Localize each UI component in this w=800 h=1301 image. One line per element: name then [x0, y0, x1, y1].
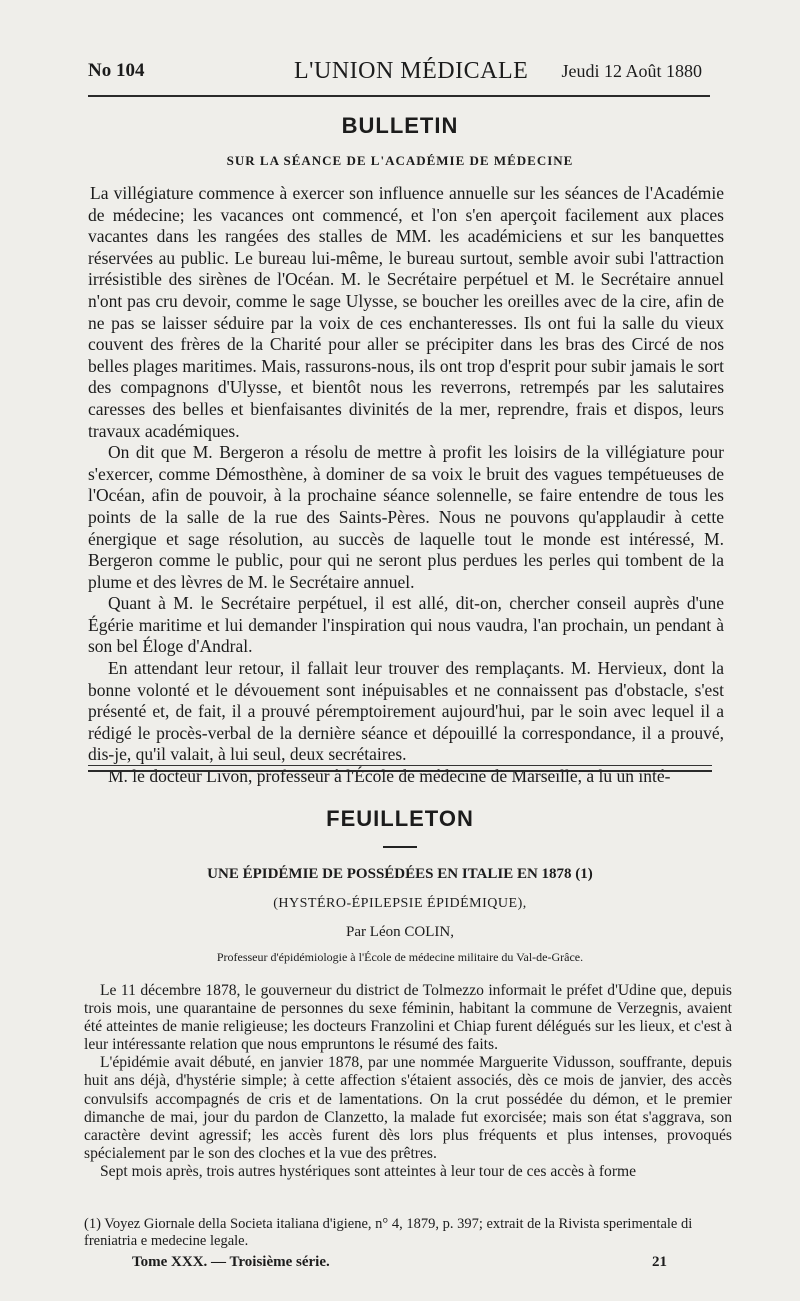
section-rule-bottom [88, 770, 712, 772]
article-subtitle: (HYSTÉRO-ÉPILEPSIE ÉPIDÉMIQUE), [273, 896, 527, 911]
bulletin-paragraph-4: En attendant leur retour, il fallait leur trouver des remplaçants. M. Hervieux, dont la bonne volonté et le dévouement sont inépuisables et ne connaissent pas d'obstacle, s'est présenté et, de fait, il a prouvé péremptoirement aujourd'hui, par le soin avec lequel il a rédigé le procès-verbal de la dernière séance et dépouillé la correspondance, il a prouvé, dis-je, qu'il valait, à lui seul, deux secrétaires. [88, 658, 724, 765]
bulletin-title: BULLETIN [341, 113, 459, 138]
bulletin-paragraph-5: M. le docteur Livon, professeur à l'École de médecine de Marseille, a lu un inté- [108, 766, 671, 787]
feuilleton-paragraph-2: L'épidémie avait débuté, en janvier 1878, par une nommée Marguerite Vidusson, souffrante, depuis huit ans déjà, d'hystérie simple; à cette affection s'étaient associés, dès ce mois de janvier, des accès convulsifs accompagnés de cris et de lamentations. On la crut possédée du démon, et le premier dimanche de mai, jour du pardon de Clanzetto, la malade fut exorcisée; mais son état s'aggrava, son caractère devint agressif; les accès furent dès lors plus fréquents et plus intenses, provoqués spécialement par le son des cloches et la vue des prêtres. [84, 1054, 732, 1162]
page-header [88, 58, 712, 88]
bulletin-subtitle: SUR LA SÉANCE DE L'ACADÉMIE DE MÉDECINE [226, 153, 574, 168]
article-title: UNE ÉPIDÉMIE DE POSSÉDÉES EN ITALIE EN 1878 (1) [207, 866, 593, 882]
issue-number: No 104 [88, 60, 145, 81]
bulletin-paragraph-2: On dit que M. Bergeron a résolu de mettre à profit les loisirs de la villégiature pour s'exercer, comme Démosthène, à dominer de sa voix le bruit des vagues tempétueuses de l'Océan, afin de pouvoir, à la prochaine séance solennelle, se faire entendre de tous les points de la salle de la rue des Saints-Pères. Nous ne pouvons qu'applaudir à cette énergique et sage résolution, au succès de laquelle tout le monde est intéressé, M. Bergeron comme le public, pour qui ne seront plus perdues les perles qui tombent de la plume et des lèvres de M. le Secrétaire annuel. [88, 442, 724, 592]
journal-title: L'UNION MÉDICALE [294, 58, 529, 84]
feuilleton-paragraph-3: Sept mois après, trois autres hystériques sont atteintes à leur tour de ces accès à forme [100, 1162, 637, 1180]
footnote: (1) Voyez Giornale della Societa italiana d'igiene, n° 4, 1879, p. 397; extrait de la Rivista sperimentale di freniatria e medecine legale. [84, 1216, 693, 1249]
feuilleton-rule [383, 846, 417, 848]
author-affiliation: Professeur d'épidémiologie à l'École de médecine militaire du Val-de-Grâce. [216, 950, 584, 964]
volume-label: Tome XXX. — Troisième série. [132, 1254, 330, 1270]
bulletin-paragraph-1: La villégiature commence à exercer son influence annuelle sur les séances de l'Académie de médecine; les vacances ont commencé, et l'on s'en aperçoit facilement aux places vacantes dans les rangées des stalles de MM. les académiciens et sur les banquettes réservées au public. Le bureau lui-même, le bureau surtout, semble avoir subi l'attraction irrésistible des sirènes de l'Océan. M. le Secrétaire perpétuel et M. le Secrétaire annuel n'ont pas cru devoir, comme le sage Ulysse, se boucher les oreilles avec de la cire, afin de ne pas se laisser séduire par la voix de ces enchanteresses. Ils ont fui la salle du vieux couvent des frères de la Charité pour aller se précipiter dans les bras des Circé de nos belles plages maritimes. Mais, rassurons-nous, ils ont trop d'esprit pour subir jamais le sort des compagnons d'Ulysse, et bientôt nous les reverrons, retrempés par les salutaires caresses des belles et bienfaisantes divinités de la mer, reprendre, frais et dispos, leurs travaux académiques. [88, 183, 724, 441]
feuilleton-paragraph-1: Le 11 décembre 1878, le gouverneur du district de Tolmezzo informait le préfet d'Udine que, depuis trois mois, une quarantaine de personnes du sexe féminin, habitant la commune de Verzegnis, avaient été atteintes de manie religieuse; les docteurs Franzolini et Chiap furent délégués sur les lieux, et c'est à leur intéressante relation que nous empruntons le résumé des faits. [84, 982, 732, 1054]
article-author: Par Léon COLIN, [346, 924, 454, 940]
feuilleton-body [84, 982, 732, 1181]
issue-date: Jeudi 12 Août 1880 [561, 61, 702, 81]
page-number: 21 [652, 1254, 667, 1270]
bulletin-body [88, 183, 724, 788]
header-rule [88, 95, 710, 97]
section-rule-top [88, 765, 712, 766]
feuilleton-title: FEUILLETON [326, 806, 474, 831]
bulletin-paragraph-3: Quant à M. le Secrétaire perpétuel, il est allé, dit-on, chercher conseil auprès d'une Égérie maritime et lui demander l'inspiration qui nous vaudra, l'an prochain, un pendant à son bel Éloge d'Andral. [88, 593, 724, 657]
